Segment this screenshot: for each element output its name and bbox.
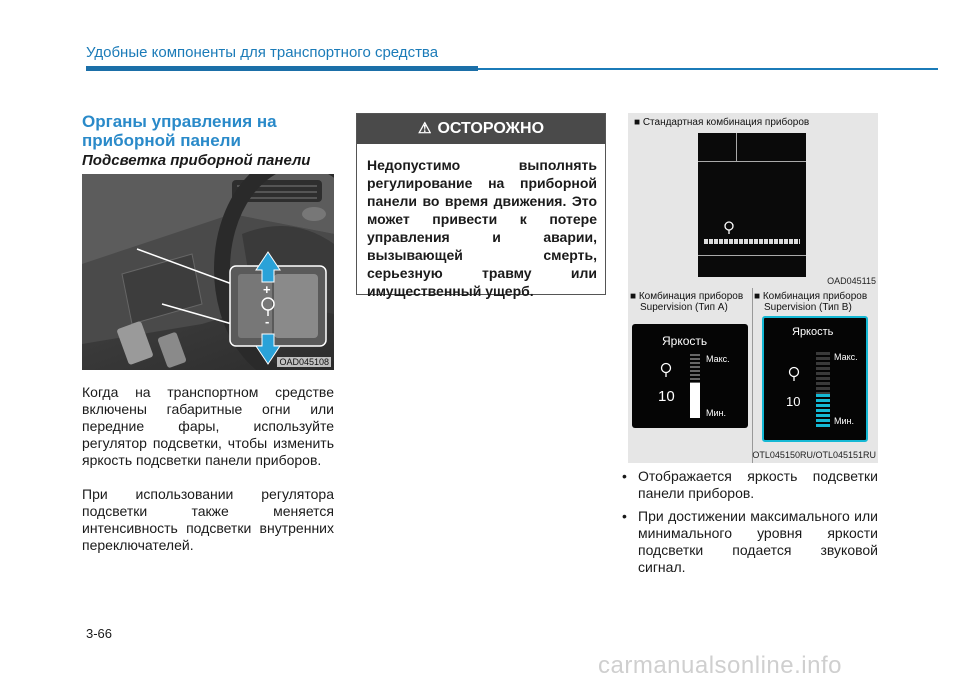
page-number: 3-66 bbox=[86, 626, 113, 641]
header-rule-dark bbox=[86, 66, 478, 71]
plus-mark: + bbox=[263, 282, 271, 297]
chapter-title: Удобные компоненты для транспортного средства bbox=[86, 44, 439, 61]
supervision-panels-code: OTL045150RU/OTL045151RU bbox=[752, 450, 876, 460]
type-a-screen bbox=[632, 324, 748, 428]
standard-cluster-panel bbox=[628, 113, 878, 288]
section-subtitle: Подсветка приборной панели bbox=[82, 152, 311, 169]
warning-triangle-icon: ⚠ bbox=[417, 120, 432, 137]
type-b-caption-1: ■ Комбинация приборов bbox=[754, 291, 868, 302]
standard-cluster-caption: ■ Стандартная комбинация приборов bbox=[634, 117, 810, 128]
bullet-list bbox=[616, 468, 878, 582]
minus-mark: - bbox=[265, 314, 270, 329]
type-a-caption-1: ■ Комбинация приборов bbox=[630, 291, 744, 302]
warning-title: ОСТОРОЖНО bbox=[437, 120, 545, 137]
type-b-screen bbox=[762, 316, 868, 442]
header-rule-light bbox=[478, 68, 938, 70]
type-b-caption-2: Supervision (Тип B) bbox=[764, 302, 852, 313]
dashboard-photo bbox=[82, 174, 334, 370]
type-a-screen-title: Яркость bbox=[662, 334, 708, 348]
bullet-text-1: Отображается яркость подсветки панели приборов. bbox=[638, 468, 878, 501]
warning-header bbox=[357, 114, 605, 144]
type-a-max: Макс. bbox=[706, 354, 730, 364]
bullet-item-2 bbox=[616, 508, 878, 576]
type-a-dimmer-icon bbox=[658, 362, 674, 378]
type-b-screen-title: Яркость bbox=[792, 326, 834, 338]
type-b-max: Макс. bbox=[834, 352, 858, 362]
section-title: Органы управления на приборной панели bbox=[82, 112, 277, 150]
paragraph-2: При использовании регулятора подсветки также меняется интенсивность подсветки внутренних переключателей. bbox=[82, 486, 334, 553]
type-a-level-gauge bbox=[690, 354, 700, 418]
warning-box bbox=[356, 113, 606, 299]
type-a-panel bbox=[628, 288, 752, 463]
type-b-level-fill bbox=[816, 394, 830, 428]
warning-text: Недопустимо выполнять регулирование на приборной панели во время движения. Это может привести к потере управления и аварии, вызывающей смерть, серьезную травму или имущественный ущерб. bbox=[367, 157, 597, 299]
type-a-level-fill bbox=[690, 383, 700, 418]
brightness-bar bbox=[704, 239, 800, 244]
bullet-dot: • bbox=[622, 468, 627, 484]
dimmer-icon bbox=[722, 221, 736, 235]
bullet-dot: • bbox=[622, 508, 627, 524]
bullet-text-2: При достижении максимального или минимального уровня яркости подсветки подается звуковой сигнал. bbox=[638, 508, 878, 575]
dashboard-illustration bbox=[82, 174, 334, 370]
standard-cluster-code: OAD045115 bbox=[827, 276, 876, 286]
type-a-caption-2: Supervision (Тип A) bbox=[640, 302, 728, 313]
type-a-value: 10 bbox=[658, 388, 675, 405]
type-b-level-gauge bbox=[816, 352, 830, 428]
type-b-min: Мин. bbox=[834, 416, 854, 426]
bullet-item-1 bbox=[616, 468, 878, 502]
type-b-dimmer-icon bbox=[786, 366, 802, 382]
type-b-value: 10 bbox=[786, 394, 801, 409]
type-b-panel bbox=[752, 288, 878, 463]
type-a-min: Мин. bbox=[706, 408, 726, 418]
paragraph-1: Когда на транспортном средстве включены габаритные огни или передние фары, используйте регулятор подсветки, чтобы изменить яркость подсветки панели приборов. bbox=[82, 384, 334, 468]
watermark: carmanualsonline.info bbox=[598, 652, 842, 679]
photo-code: OAD045108 bbox=[279, 357, 329, 367]
standard-cluster-screen bbox=[698, 133, 806, 277]
